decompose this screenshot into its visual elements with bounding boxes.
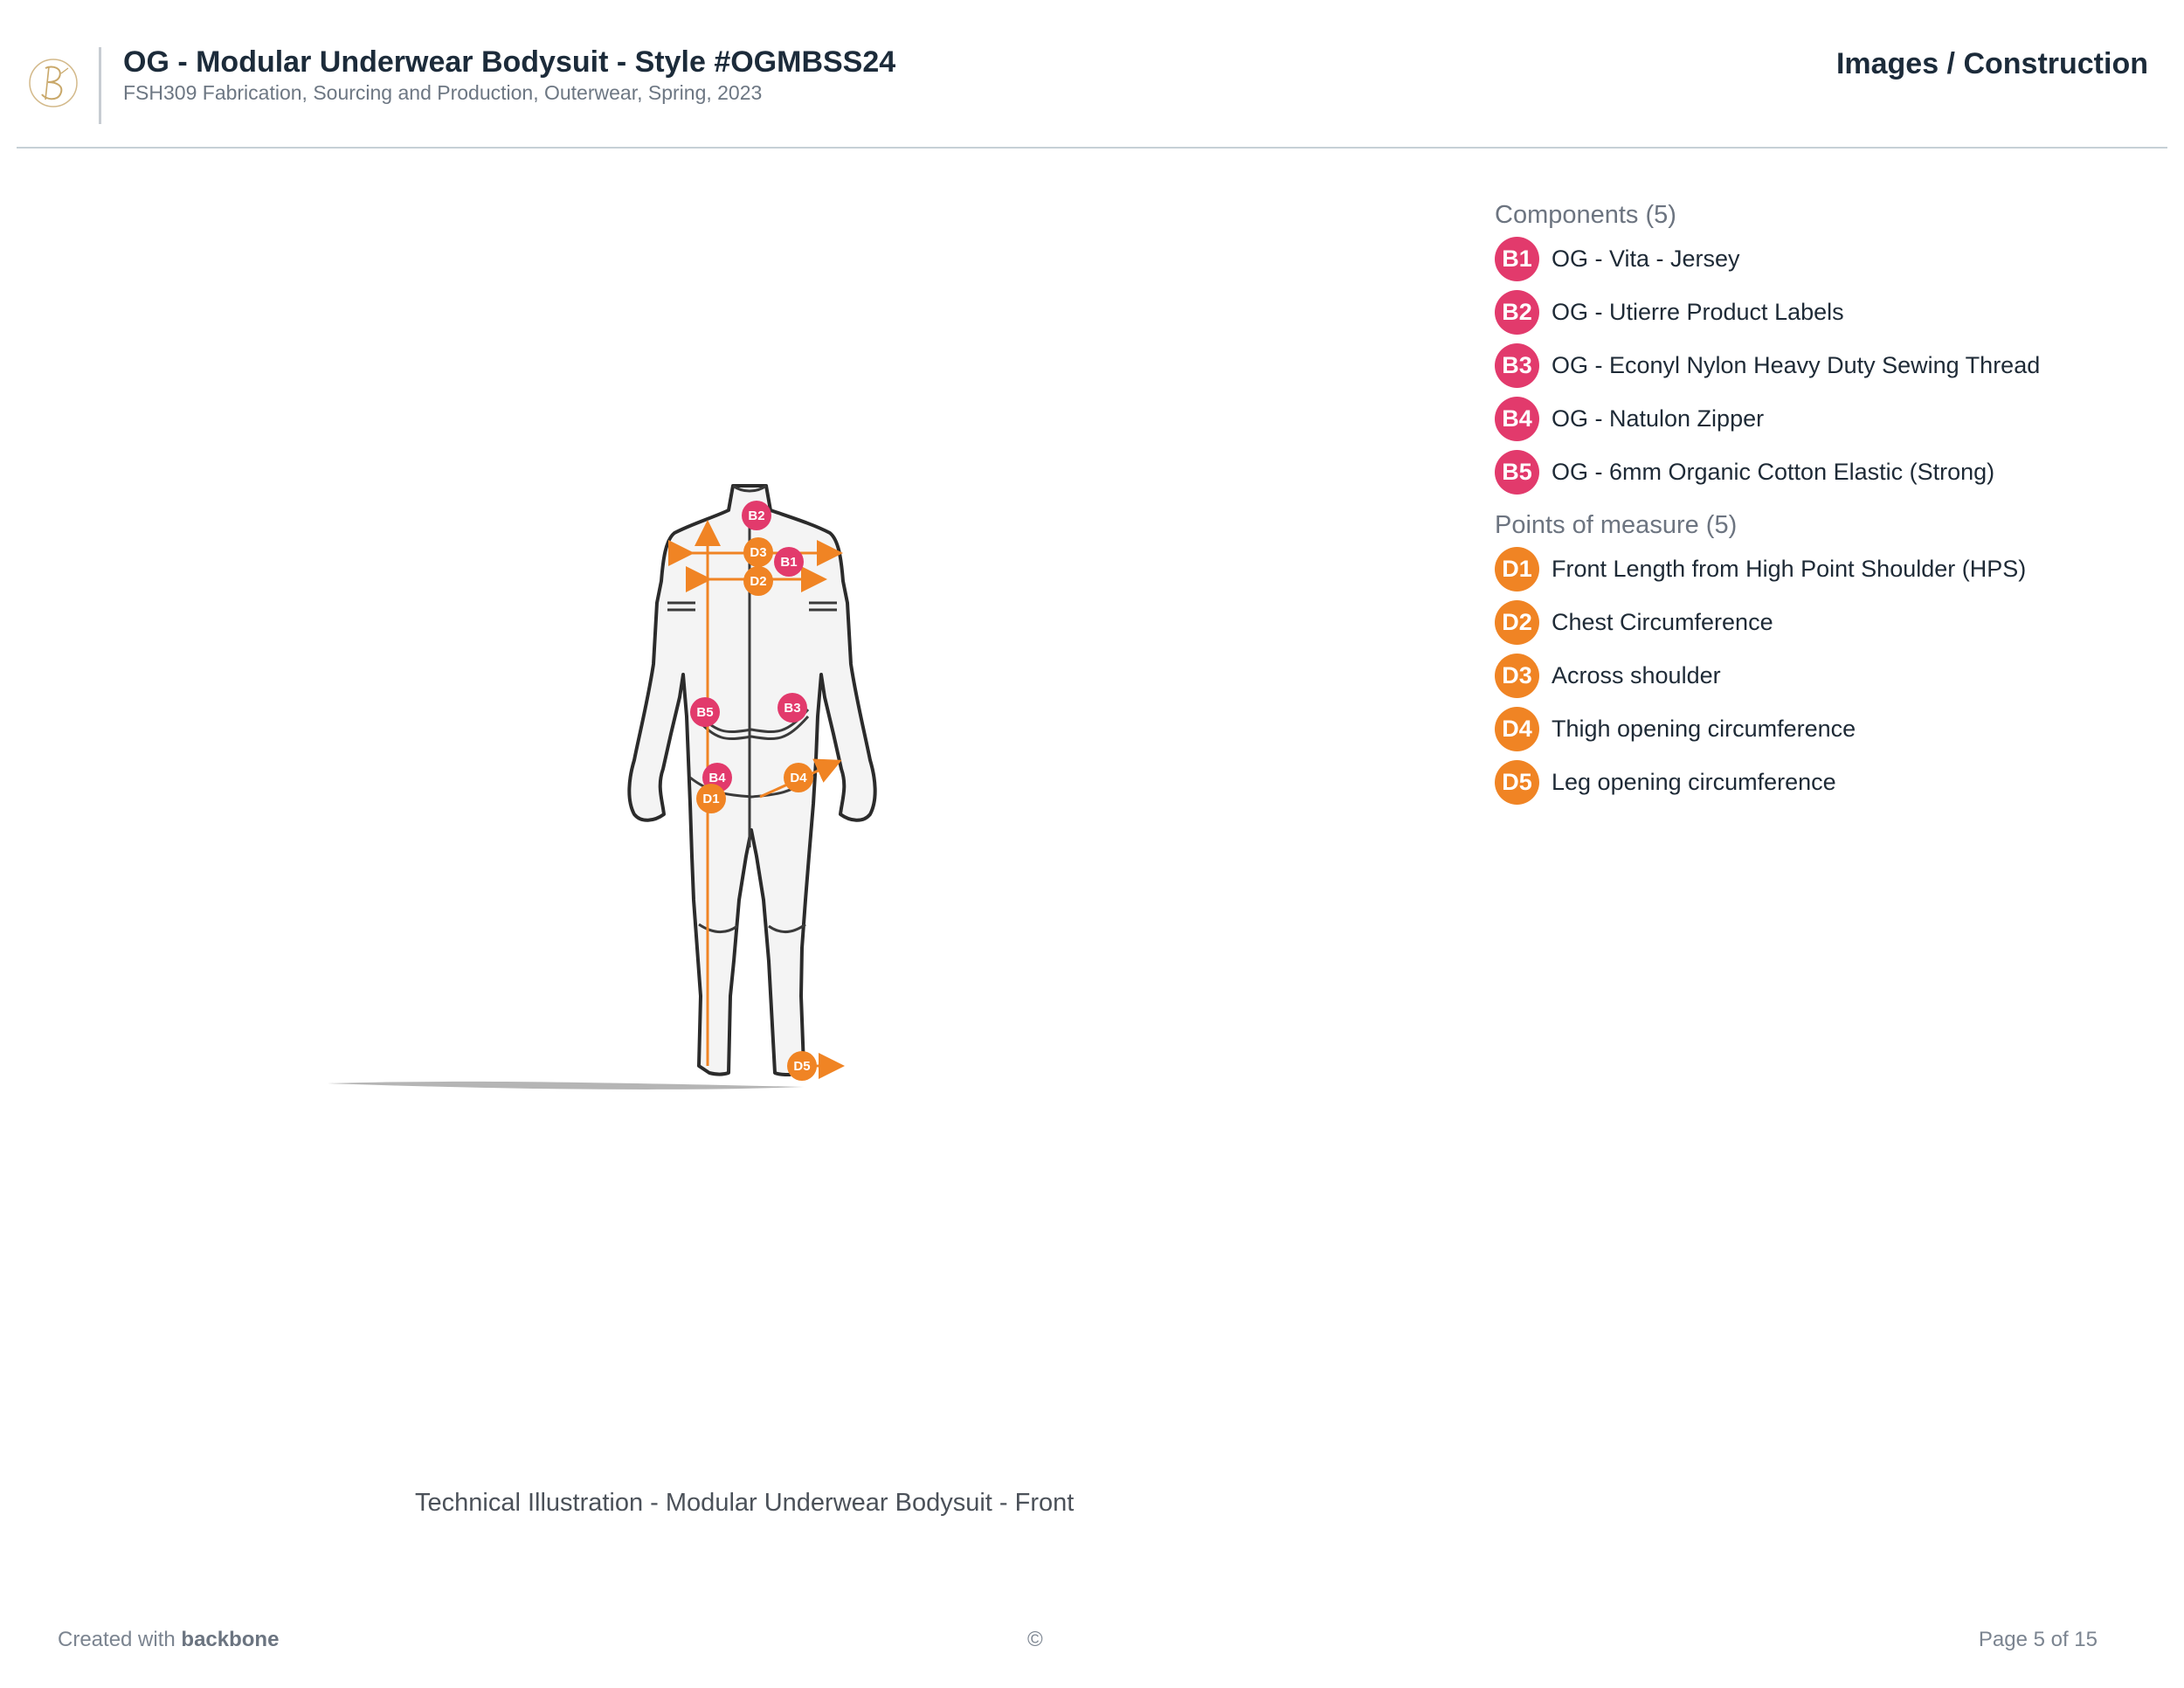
measure-item [1495,702,2159,756]
svg-text:D5: D5 [793,1059,811,1074]
component-label: OG - Utierre Product Labels [1552,299,1844,325]
measure-badge: D2 [1495,600,1539,645]
marker-b2 [742,501,771,530]
marker-d1 [696,784,726,813]
measure-label: Across shoulder [1552,662,1721,688]
technical-illustration [314,472,926,1110]
component-badge: B2 [1495,290,1539,335]
logo-divider [99,47,101,124]
component-item [1495,392,2159,446]
measure-item [1495,596,2159,649]
document-title: OG - Modular Underwear Bodysuit - Style #OGMBSS24 [123,45,896,79]
marker-b5 [690,697,720,727]
component-label: OG - Natulon Zipper [1552,405,1765,432]
svg-text:D1: D1 [702,792,720,806]
svg-text:B3: B3 [784,701,801,716]
svg-text:B1: B1 [780,555,798,570]
components-heading: Components (5) [1495,201,1676,229]
marker-d2 [743,566,773,596]
component-label: OG - Vita - Jersey [1552,246,1740,272]
measure-badge: D3 [1495,654,1539,698]
legend-panel [1495,197,2159,818]
illustration-caption: Technical Illustration - Modular Underwear Bodysuit - Front [415,1489,1075,1517]
footer-copyright: © [1027,1628,1043,1651]
component-item [1495,232,2159,286]
svg-text:B4: B4 [708,771,726,785]
svg-text:B5: B5 [696,705,714,720]
component-label: OG - Econyl Nylon Heavy Duty Sewing Thread [1552,352,2041,378]
component-label: OG - 6mm Organic Cotton Elastic (Strong) [1552,459,1995,485]
measure-item [1495,543,2159,596]
marker-b3 [778,693,807,723]
component-badge: B3 [1495,343,1539,388]
measure-item [1495,649,2159,702]
document-subtitle: FSH309 Fabrication, Sourcing and Production, Outerwear, Spring, 2023 [123,81,763,104]
measure-item [1495,756,2159,809]
components-list [1495,232,2159,499]
points-of-measure-list [1495,543,2159,809]
page-header [0,0,2184,150]
component-badge: B4 [1495,397,1539,441]
svg-text:D4: D4 [790,771,807,785]
header-divider [17,147,2167,149]
marker-d5 [787,1051,817,1081]
measure-badge: D5 [1495,760,1539,805]
ground-shadow [328,1082,804,1090]
measure-badge: D4 [1495,707,1539,751]
svg-text:D2: D2 [750,574,767,589]
section-title: Images / Construction [1835,47,2148,80]
component-item [1495,339,2159,392]
marker-d4 [784,763,813,792]
component-badge: B1 [1495,237,1539,281]
footer-credit [58,1628,279,1652]
marker-b1 [774,547,804,577]
measure-label: Thigh opening circumference [1552,716,1856,742]
svg-text:D3: D3 [750,545,767,560]
footer-credit-prefix: Created with [58,1628,176,1651]
marker-d3 [743,537,773,567]
measure-badge: D1 [1495,547,1539,591]
component-badge: B5 [1495,450,1539,495]
measure-label: Front Length from High Point Shoulder (HPS) [1552,556,2027,582]
measure-label: Leg opening circumference [1552,769,1836,795]
measure-label: Chest Circumference [1552,609,1773,635]
component-item [1495,286,2159,339]
points-of-measure-heading: Points of measure (5) [1495,511,1738,539]
component-item [1495,446,2159,499]
svg-text:B2: B2 [748,508,765,523]
footer-brand-link[interactable]: backbone [181,1628,280,1651]
monogram-logo-icon [26,56,80,110]
page-number: Page 5 of 15 [1978,1628,2098,1651]
